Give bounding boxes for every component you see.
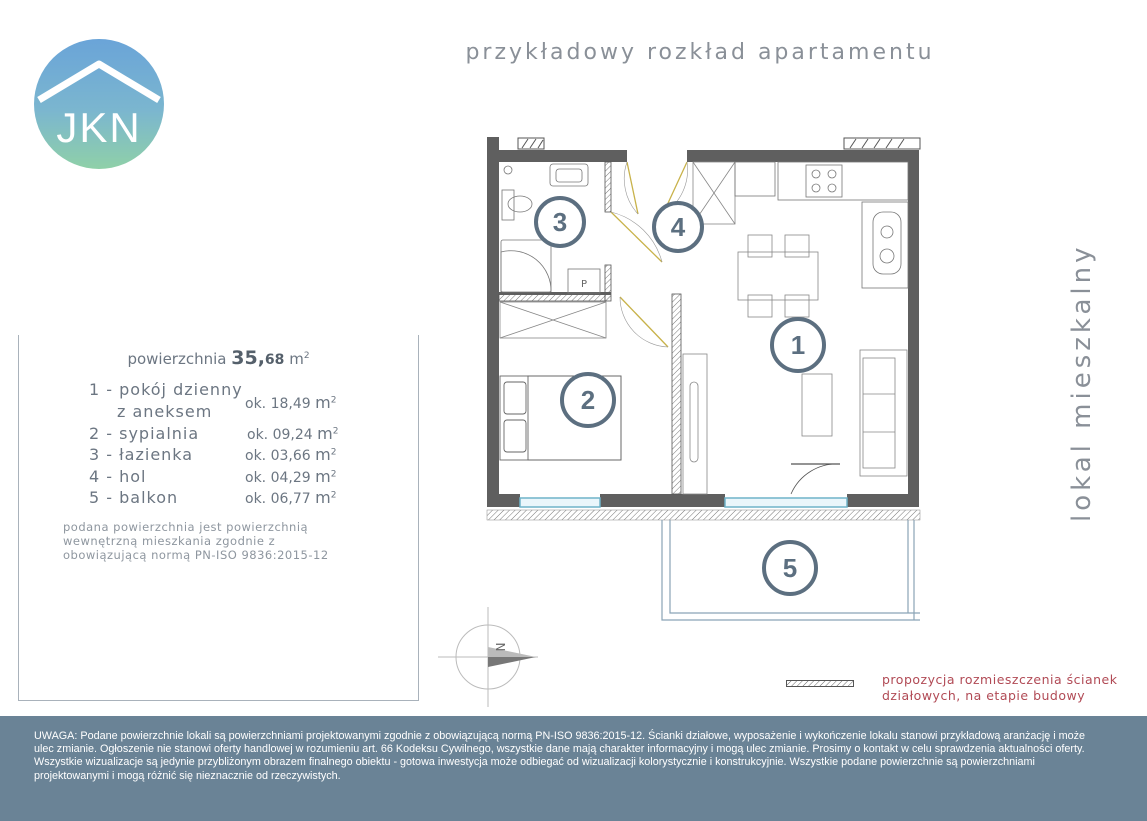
wardrobes	[500, 162, 735, 338]
total-area: powierzchnia 35,68 $m^2$	[127, 347, 310, 369]
room-marker-4	[654, 203, 702, 251]
room-5-label: 5 - balkon	[89, 488, 179, 507]
washer-label: P	[580, 279, 588, 290]
logo-text: JKN	[56, 104, 142, 151]
jkn-logo	[33, 38, 165, 170]
disclaimer-text: UWAGA: Podane powierzchnie lokali są powierzchniami projektowanymi zgodnie z obowiązującą normą PN-ISO 9836:2015-12. Ścianki działowe, wyposażenie i wykończenie lokalu stanowi przykładową aranżację i może ulec zmianie. Ogłoszenie nie stanowi oferty handlowej w rozumieniu art. 66 Kodeksu Cywilnego, wszystkie dane mają charakter informacyjny i mogą ulec zmianie. Prosimy o kontakt w celu sprawdzenia aktualności oferty. Wszystkie wizualizacje są jedynie przybliżonym obrazem finalnego obiektu - gotowa inwestycja może odbiegać od wizualizacji kolorystycznie i konstrukcyjnie. Wszystkie podane powierzchnie są powierzchniami projektowanymi i mogą różnić się nieznacznie od rzeczywistych.	[34, 730, 1086, 782]
room-marker-5	[764, 542, 816, 594]
room-3-label: 3 - łazienka	[89, 445, 194, 464]
room-marker-3	[536, 198, 584, 246]
room-4-area: ok. 04,29 $m^2$	[245, 467, 337, 486]
room-4-label: 4 - hol	[89, 467, 147, 486]
room-1-area: ok. 18,49 $m^2$	[245, 393, 337, 412]
room-1-label-cont: z aneksem	[117, 402, 213, 421]
room-2-area: ok. 09,24 $m^2$	[247, 424, 339, 443]
area-summary-panel	[18, 335, 419, 701]
partition-legend-text: propozycja rozmieszczenia ścianek działowych, na etapie budowy	[882, 672, 1118, 703]
kitchen	[735, 162, 908, 288]
floor-plan	[480, 132, 925, 627]
window-living	[725, 498, 847, 507]
room-marker-2	[562, 374, 614, 426]
dining-table	[738, 235, 818, 317]
exterior-walls	[487, 137, 919, 507]
svg-text:lokal mieszkalny: lokal mieszkalny	[1067, 243, 1097, 522]
svg-text:4: 4	[670, 212, 686, 242]
area-standard-note: podana powierzchnia jest powierzchnią wewnętrzną mieszkania zgodnie z obowiązującą normą PN-ISO 9836:2015-12	[63, 520, 329, 562]
window-bedroom	[520, 498, 600, 507]
svg-text:1: 1	[790, 330, 806, 360]
vent-top-left	[518, 138, 544, 149]
total-area-value: 35,68	[231, 347, 285, 369]
total-area-label: powierzchnia	[127, 350, 227, 368]
svg-text:2: 2	[580, 385, 596, 415]
partition-legend-swatch	[786, 680, 854, 687]
room-3-area: ok. 03,66 $m^2$	[245, 445, 337, 464]
page-title: przykładowy rozkład apartamentu	[465, 40, 935, 65]
wall-segments	[499, 292, 611, 295]
compass-rose	[436, 605, 540, 709]
vent-top-right	[844, 138, 920, 149]
svg-text:3: 3	[552, 207, 568, 237]
total-area-unit: m	[289, 350, 304, 368]
side-label	[1060, 200, 1100, 530]
room-5-area: ok. 06,77 $m^2$	[245, 488, 337, 507]
disclaimer-footer	[0, 716, 1147, 821]
compass-north-label: N	[493, 642, 507, 652]
room-2-label: 2 - sypialnia	[89, 424, 200, 443]
room-1-label: 1 - pokój dzienny	[89, 380, 243, 399]
svg-text:5: 5	[782, 553, 798, 583]
room-marker-1	[772, 319, 824, 371]
